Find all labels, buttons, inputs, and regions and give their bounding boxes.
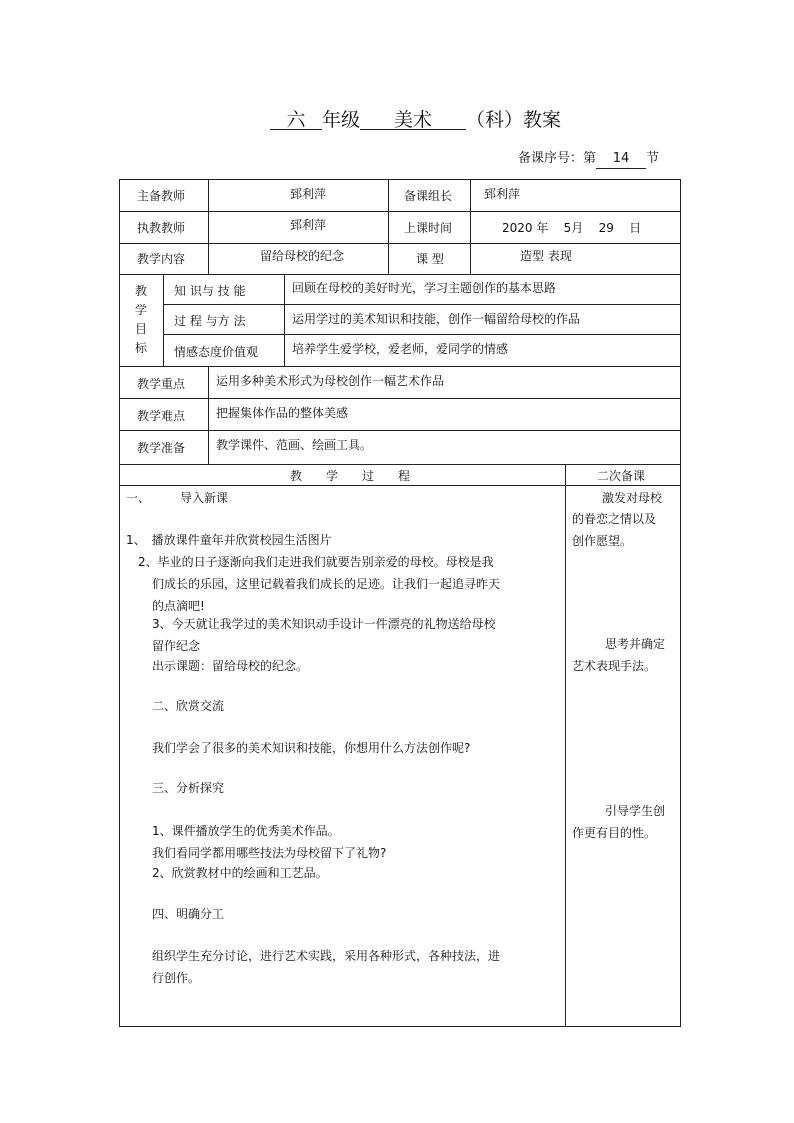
- lead-teacher-value: 郅利萍: [290, 187, 327, 201]
- focus-label: 教学重点: [137, 377, 186, 391]
- content-value: 留给母校的纪念: [260, 249, 345, 263]
- process-line: 留作纪念: [152, 639, 201, 653]
- note-line: 艺术表现手法。: [572, 659, 657, 673]
- class-year-unit: 年: [536, 221, 549, 235]
- goal-process-label: 过 程 与方 法: [174, 314, 246, 328]
- second-prep-header: 二次备课: [597, 469, 646, 483]
- type-label: 课 型: [416, 252, 444, 266]
- goal-knowledge-label: 知 识与 技 能: [174, 284, 246, 298]
- process-line: 1、课件播放学生的优秀美术作品。: [152, 824, 340, 838]
- process-line: 出示课题：留给母校的纪念。: [152, 659, 309, 673]
- prep-text: 教学课件、范画、绘画工具。: [216, 438, 373, 452]
- group-leader-value: 郅利萍: [484, 187, 521, 201]
- goal-emotion-text: 培养学生爱学校，爱老师，爱同学的情感: [292, 342, 509, 356]
- process-header: 教 学 过 程: [290, 469, 411, 483]
- process-line: 1、 播放课件童年并欣赏校园生活图片: [126, 533, 332, 547]
- section-divide: 四、明确分工: [152, 907, 225, 921]
- process-line: 的点滴吧!: [152, 599, 205, 613]
- group-leader-label: 备课组长: [404, 189, 453, 203]
- goal-emotion-label: 情感态度价值观: [174, 345, 259, 359]
- note-line: 引导学生创: [605, 804, 666, 818]
- section-appreciate: 二、欣赏交流: [152, 699, 225, 713]
- serial-unit: 节: [646, 151, 660, 166]
- note-line: 激发对母校: [602, 491, 663, 505]
- exec-teacher-label: 执教教师: [137, 221, 186, 235]
- goals-label: 教 学 目 标: [134, 284, 147, 355]
- title-suffix: （科）教案: [466, 109, 562, 131]
- process-line: 2、欣赏教材中的绘画和工艺品。: [152, 866, 328, 880]
- note-line: 创作愿望。: [572, 534, 633, 548]
- class-time-label: 上课时间: [404, 221, 453, 235]
- exec-teacher-value: 郅利萍: [290, 218, 327, 232]
- process-line: 2、毕业的日子逐渐向我们走进我们就要告别亲爱的母校。母校是我: [138, 555, 494, 569]
- class-year: 2020: [502, 221, 533, 235]
- content-label: 教学内容: [137, 252, 186, 266]
- note-line: 作更有目的性。: [572, 826, 657, 840]
- title-grade-suffix: 年级: [322, 109, 361, 131]
- process-line: 我们看同学都用哪些技法为母校留下了礼物?: [152, 846, 387, 860]
- note-line: 的眷恋之情以及: [572, 512, 657, 526]
- class-month: 5月: [563, 221, 584, 235]
- section-analyze: 三、分析探究: [152, 781, 225, 795]
- process-line: 我们学会了很多的美术知识和技能，你想用什么方法创作呢?: [152, 741, 471, 755]
- lead-teacher-label: 主备教师: [137, 189, 186, 203]
- serial-number: 14: [596, 150, 646, 169]
- type-value: 造型 表现: [520, 249, 572, 263]
- goal-knowledge-text: 回顾在母校的美好时光，学习主题创作的基本思路: [292, 281, 557, 295]
- goal-process-text: 运用学过的美术知识和技能，创作一幅留给母校的作品: [292, 312, 581, 326]
- serial-label: 备课序号：第: [518, 151, 597, 166]
- focus-text: 运用多种美术形式为母校创作一幅艺术作品: [216, 374, 445, 388]
- page-title: [270, 108, 561, 132]
- class-day-unit: 日: [629, 221, 642, 235]
- difficulty-label: 教学难点: [137, 409, 186, 423]
- process-line: 行创作。: [152, 971, 201, 985]
- note-line: 思考并确定: [605, 637, 666, 651]
- title-grade: 六: [270, 111, 322, 130]
- serial-number-line: [518, 150, 659, 169]
- process-line: 们成长的乐园，这里记载着我们成长的足迹。让我们一起追寻昨天: [152, 577, 501, 591]
- process-line: 组织学生充分讨论，进行艺术实践，采用各种形式，各种技法，进: [152, 949, 501, 963]
- difficulty-text: 把握集体作品的整体美感: [216, 406, 349, 420]
- prep-label: 教学准备: [137, 441, 186, 455]
- class-day: 29: [598, 221, 614, 235]
- process-line: 3、今天就让我学过的美术知识动手设计一件漂亮的礼物送给母校: [152, 617, 496, 631]
- title-subject: 美术: [360, 111, 466, 130]
- class-time-value: [502, 220, 641, 236]
- section-intro: 一、 导入新课: [126, 491, 229, 505]
